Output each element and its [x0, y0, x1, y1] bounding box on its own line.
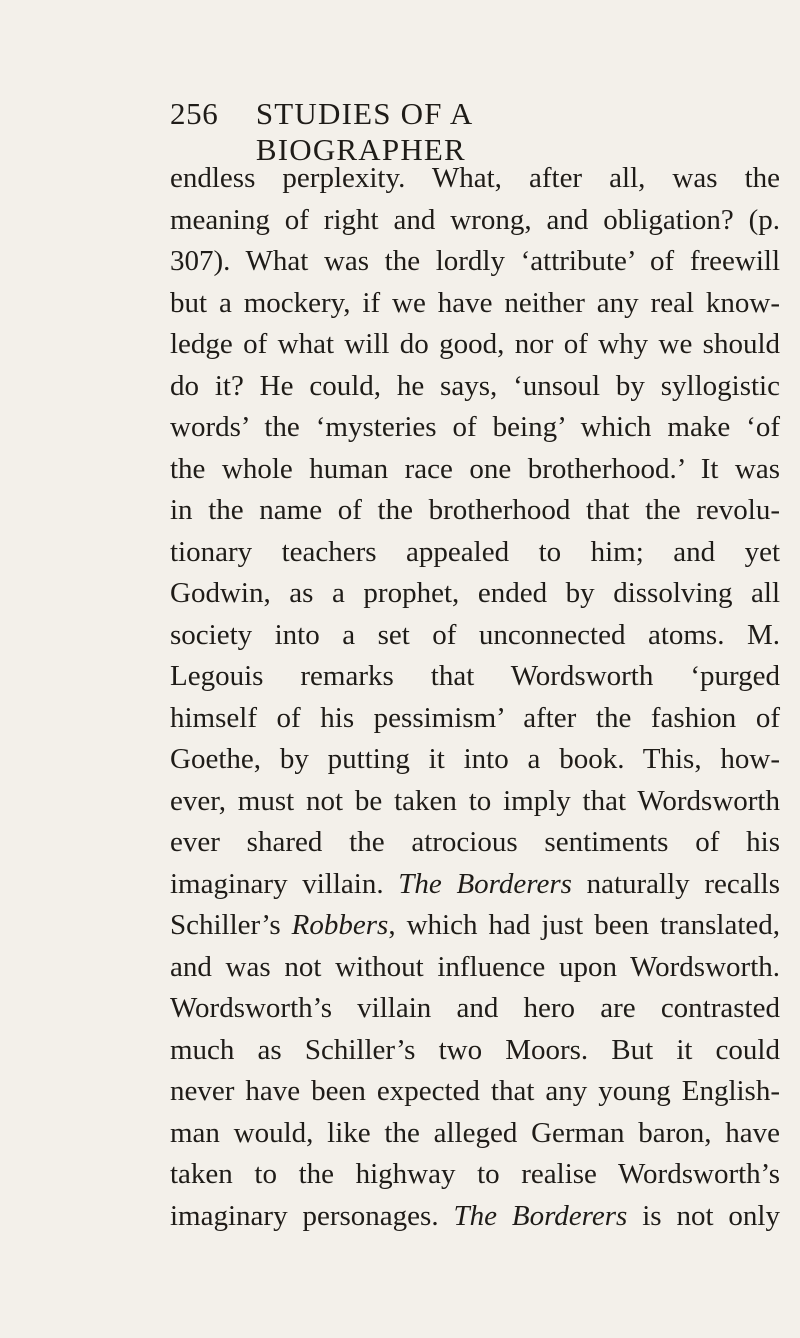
text-line: taken to the highway to realise Wordsworth’s	[170, 1158, 780, 1190]
text-line-with-title	[170, 1196, 780, 1238]
text-line-with-title	[170, 864, 780, 906]
text-segment: imaginary villain.	[170, 867, 399, 900]
work-title: Robbers	[291, 909, 389, 941]
text-line: ledge of what will do good, nor of why we should	[170, 328, 780, 360]
text-segment: , which had just been translated,	[388, 909, 780, 941]
text-line: society into a set of unconnected atoms. M.	[170, 618, 780, 651]
text-line: Legouis remarks that Wordsworth ‘purged	[170, 660, 780, 692]
text-line: Godwin, as a prophet, ended by dissolving all	[170, 577, 780, 609]
text-line: ever, must not be taken to imply that Wordsworth	[170, 784, 780, 817]
text-line: the whole human race one brotherhood.’ It was	[170, 452, 780, 485]
body-text	[170, 158, 780, 1237]
text-line: do it? He could, he says, ‘unsoul by syllogistic	[170, 369, 780, 402]
text-line-with-title	[170, 905, 780, 947]
text-line: himself of his pessimism’ after the fashion of	[170, 701, 780, 734]
text-line: Wordsworth’s villain and hero are contrasted	[170, 992, 780, 1024]
text-line: never have been expected that any young English-	[170, 1075, 780, 1107]
text-segment: is not only	[627, 1199, 780, 1232]
work-title: The Borderers	[398, 867, 572, 900]
text-segment: naturally recalls	[571, 867, 780, 900]
text-line: Goethe, by putting it into a book. This, how-	[170, 743, 780, 775]
text-line: man would, like the alleged German baron, have	[170, 1116, 780, 1149]
text-line: tionary teachers appealed to him; and yet	[170, 535, 780, 568]
text-line: ever shared the atrocious sentiments of his	[170, 826, 780, 858]
page-number: 256	[170, 96, 219, 131]
text-line: words’ the ‘mysteries of being’ which make ‘of	[170, 411, 780, 443]
text-segment: imaginary personages.	[170, 1199, 454, 1232]
text-line: much as Schiller’s two Moors. But it could	[170, 1033, 780, 1066]
text-line: in the name of the brotherhood that the revolu-	[170, 494, 780, 526]
text-line: and was not without influence upon Wordsworth.	[170, 950, 780, 983]
work-title: The Borderers	[453, 1199, 628, 1232]
text-line: endless perplexity. What, after all, was the	[170, 162, 780, 194]
running-title: STUDIES OF A BIOGRAPHER	[255, 96, 472, 167]
text-segment: Schiller’s	[170, 909, 292, 941]
text-line: but a mockery, if we have neither any real know-	[170, 286, 780, 319]
running-head	[170, 96, 690, 167]
text-line: 307). What was the lordly ‘attribute’ of freewill	[170, 245, 780, 277]
text-line: meaning of right and wrong, and obligation? (p.	[170, 203, 780, 236]
